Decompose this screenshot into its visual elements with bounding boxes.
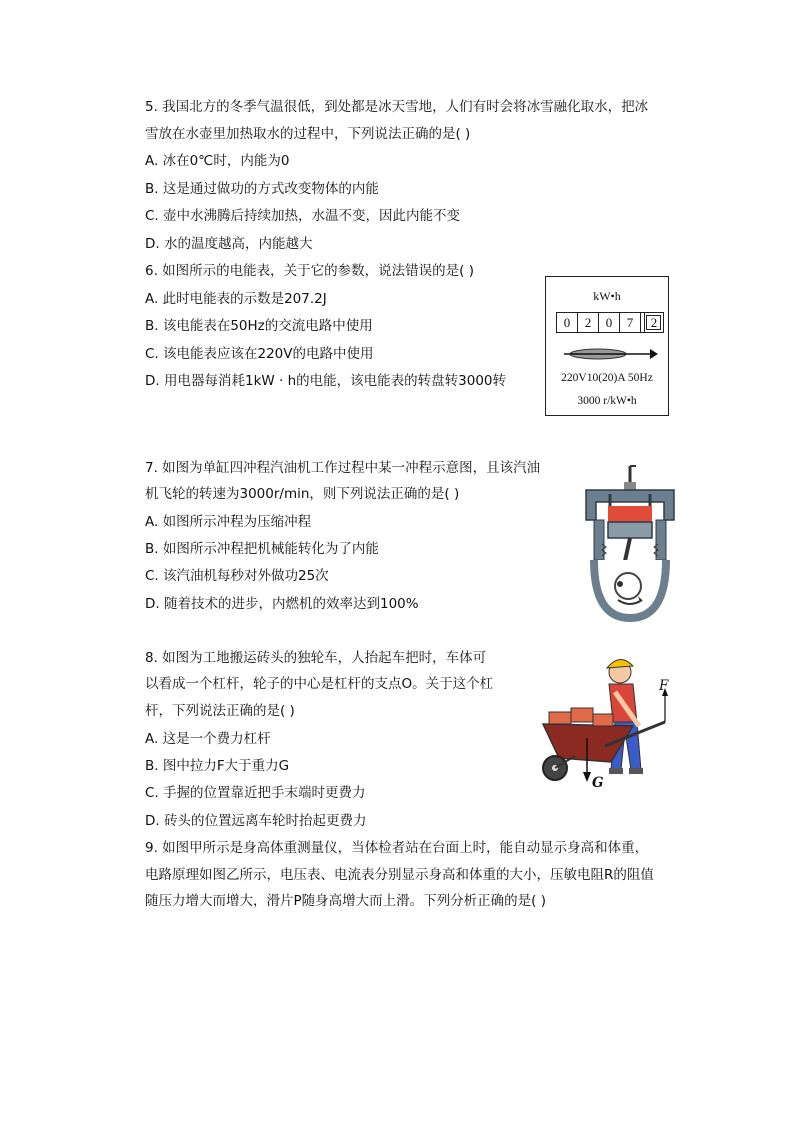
q8-option-d: D. 砖头的位置远离车轮时抬起更费力: [145, 813, 367, 829]
meter-digit: 0: [599, 313, 620, 332]
force-f-label: F: [659, 678, 669, 694]
q6-option-d: D. 用电器每消耗1kW · h的电能，该电能表的转盘转3000转: [145, 373, 507, 389]
q8-stem-line2: 以看成一个杠杆，轮子的中心是杠杆的支点O。关于这个杠: [145, 676, 494, 692]
q5-stem-line1: 5. 我国北方的冬季气温很低，到处都是冰天雪地，人们有时会将冰雪融化取水，把冰: [145, 99, 649, 115]
q8-stem-line1: 8. 如图为工地搬运砖头的独轮车，人抬起车把时，车体可: [145, 650, 487, 666]
engine-cylinder-figure: [580, 462, 680, 622]
meter-digit: 7: [620, 313, 641, 332]
q7-option-b: B. 如图所示冲程把机械能转化为了内能: [145, 541, 379, 557]
q7-stem-line2: 机飞轮的转速为3000r/min，则下列说法正确的是( ): [145, 486, 460, 502]
q9-stem-line3: 随压力增大而增大，滑片P随身高增大而上滑。下列分析正确的是( ): [145, 893, 546, 909]
meter-unit-label: kW•h: [593, 289, 621, 303]
q6-stem-line1: 6. 如图所示的电能表，关于它的参数，说法错误的是( ): [145, 263, 474, 279]
q5-option-d: D. 水的温度越高，内能越大: [145, 236, 313, 252]
q8-option-a: A. 这是一个费力杠杆: [145, 731, 271, 747]
meter-digit-display: [556, 312, 664, 333]
q7-option-d: D. 随着技术的进步，内燃机的效率达到100%: [145, 596, 419, 612]
meter-digit: 2: [578, 313, 599, 332]
meter-disc-icon: [546, 339, 670, 369]
meter-rev-label: 3000 r/kW•h: [577, 395, 637, 407]
electric-meter-figure: [545, 276, 669, 416]
q6-option-a: A. 此时电能表的示数是207.2J: [145, 291, 327, 307]
q7-option-a: A. 如图所示冲程为压缩冲程: [145, 514, 312, 530]
q7-stem-line1: 7. 如图为单缸四冲程汽油机工作过程中某一冲程示意图，且该汽油: [145, 460, 541, 476]
meter-spec-label: 220V10(20)A 50Hz: [561, 372, 653, 384]
q5-option-a: A. 冰在0℃时，内能为0: [145, 153, 290, 169]
q5-stem-line2: 雪放在水壶里加热取水的过程中，下列说法正确的是( ): [145, 126, 471, 142]
q5-option-b: B. 这是通过做功的方式改变物体的内能: [145, 181, 379, 197]
q6-option-b: B. 该电能表在50Hz的交流电路中使用: [145, 318, 373, 334]
q5-option-c: C. 壶中水沸腾后持续加热，水温不变，因此内能不变: [145, 208, 461, 224]
q8-option-c: C. 手握的位置靠近把手末端时更费力: [145, 785, 366, 801]
q7-option-c: C. 该汽油机每秒对外做功25次: [145, 568, 329, 584]
q6-option-c: C. 该电能表应该在220V的电路中使用: [145, 346, 374, 362]
wheelbarrow-figure: [525, 652, 675, 792]
q8-stem-line3: 杆，下列说法正确的是( ): [145, 703, 295, 719]
q9-stem-line1: 9. 如图甲所示是身高体重测量仪，当体检者站在台面上时，能自动显示身高和体重，: [145, 840, 649, 856]
meter-digit-decimal: 2: [644, 313, 663, 332]
q8-option-b: B. 图中拉力F大于重力G: [145, 758, 290, 774]
force-g-label: G: [592, 775, 604, 791]
q9-stem-line2: 电路原理如图乙所示，电压表、电流表分别显示身高和体重的大小，压敏电阻R的阻值: [145, 867, 654, 883]
meter-digit: 0: [557, 313, 578, 332]
